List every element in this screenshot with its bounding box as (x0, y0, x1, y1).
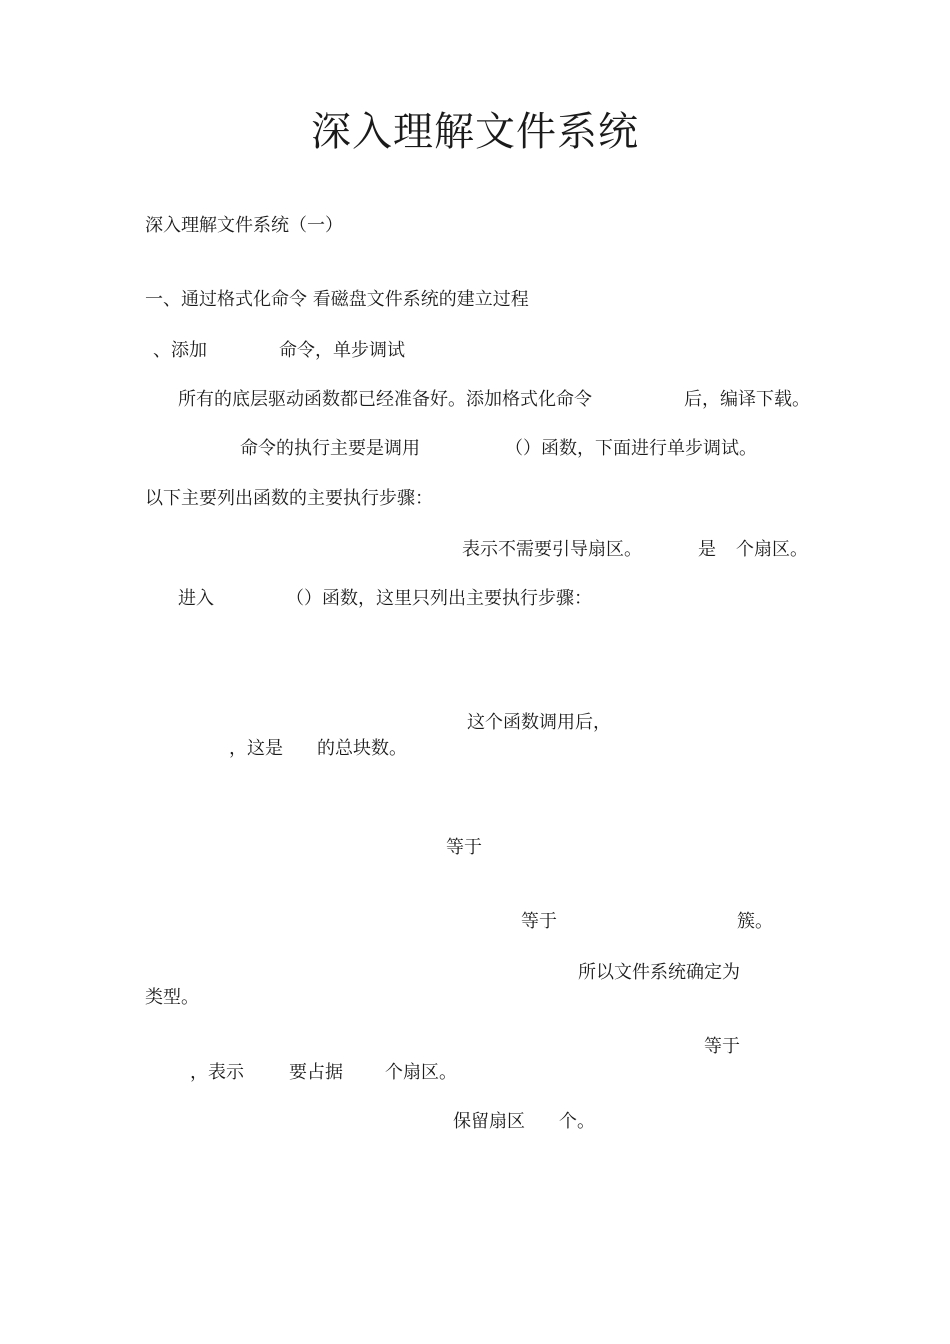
text-fragment: 是 (698, 539, 716, 560)
section-heading: 一、通过格式化命令 看磁盘文件系统的建立过程 (145, 289, 529, 310)
text-fragment: 等于 (704, 1036, 740, 1057)
document-subtitle: 深入理解文件系统（一） (145, 215, 343, 236)
text-fragment: 个扇区。 (385, 1062, 457, 1083)
text-fragment: 后，编译下载。 (684, 389, 810, 410)
text-fragment: 进入 (178, 588, 214, 609)
text-fragment: 簇。 (737, 911, 773, 932)
text-fragment: 所以文件系统确定为 (578, 962, 740, 983)
text-fragment: 所有的底层驱动函数都已经准备好。添加格式化命令 (178, 389, 592, 410)
text-fragment: 以下主要列出函数的主要执行步骤： (145, 488, 433, 509)
text-fragment: 、添加 (153, 340, 207, 361)
text-fragment: 个。 (559, 1111, 595, 1132)
text-fragment: 类型。 (145, 987, 199, 1008)
text-fragment: （）函数，这里只列出主要执行步骤： (286, 588, 592, 609)
text-fragment: 命令的执行主要是调用 (240, 438, 420, 459)
document-title: 深入理解文件系统 (311, 109, 639, 155)
text-fragment: 表示不需要引导扇区。 (462, 539, 642, 560)
text-fragment: 要占据 (289, 1062, 343, 1083)
text-fragment: （）函数，下面进行单步调试。 (505, 438, 757, 459)
text-fragment: ，这是 (229, 738, 283, 759)
text-fragment: 保留扇区 (453, 1111, 525, 1132)
text-fragment: 的总块数。 (317, 738, 407, 759)
text-fragment: 等于 (521, 911, 557, 932)
text-fragment: 这个函数调用后， (467, 712, 611, 733)
text-fragment: 命令，单步调试 (279, 340, 405, 361)
text-fragment: 等于 (446, 837, 482, 858)
text-fragment: ，表示 (190, 1062, 244, 1083)
text-fragment: 个扇区。 (736, 539, 808, 560)
